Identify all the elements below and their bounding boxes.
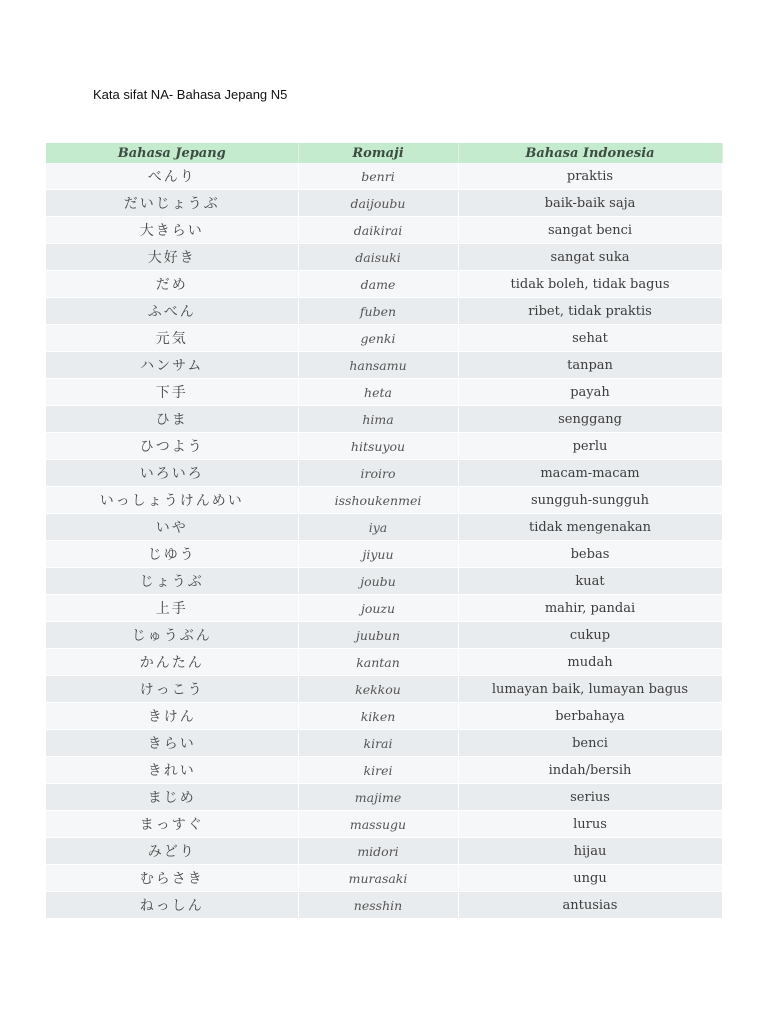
cell-indonesian: indah/bersih [458, 757, 722, 784]
cell-romaji: hima [298, 406, 458, 433]
cell-romaji: joubu [298, 568, 458, 595]
cell-japanese: けっこう [46, 676, 298, 703]
table-row [46, 217, 722, 244]
cell-japanese: 大好き [46, 244, 298, 271]
table-row [46, 487, 722, 514]
cell-romaji: hansamu [298, 352, 458, 379]
cell-romaji: juubun [298, 622, 458, 649]
cell-indonesian: macam-macam [458, 460, 722, 487]
cell-japanese: だめ [46, 271, 298, 298]
cell-indonesian: benci [458, 730, 722, 757]
cell-indonesian: perlu [458, 433, 722, 460]
table-row [46, 622, 722, 649]
table-row [46, 649, 722, 676]
table-row [46, 757, 722, 784]
cell-indonesian: mahir, pandai [458, 595, 722, 622]
cell-romaji: jouzu [298, 595, 458, 622]
cell-japanese: まっすぐ [46, 811, 298, 838]
table-row [46, 865, 722, 892]
cell-romaji: jiyuu [298, 541, 458, 568]
table-row [46, 325, 722, 352]
cell-japanese: いっしょうけんめい [46, 487, 298, 514]
table-header-row [46, 143, 722, 163]
cell-indonesian: ungu [458, 865, 722, 892]
cell-romaji: genki [298, 325, 458, 352]
table-row [46, 676, 722, 703]
cell-romaji: daijoubu [298, 190, 458, 217]
cell-indonesian: bebas [458, 541, 722, 568]
cell-japanese: じょうぶ [46, 568, 298, 595]
table-row [46, 163, 722, 190]
cell-japanese: べんり [46, 163, 298, 190]
cell-romaji: isshoukenmei [298, 487, 458, 514]
cell-indonesian: lumayan baik, lumayan bagus [458, 676, 722, 703]
cell-romaji: murasaki [298, 865, 458, 892]
cell-indonesian: tidak boleh, tidak bagus [458, 271, 722, 298]
cell-romaji: iya [298, 514, 458, 541]
cell-indonesian: baik-baik saja [458, 190, 722, 217]
cell-japanese: ハンサム [46, 352, 298, 379]
cell-indonesian: tanpan [458, 352, 722, 379]
cell-indonesian: praktis [458, 163, 722, 190]
cell-romaji: midori [298, 838, 458, 865]
cell-romaji: massugu [298, 811, 458, 838]
table-row [46, 352, 722, 379]
table-row [46, 595, 722, 622]
cell-indonesian: antusias [458, 892, 722, 919]
cell-romaji: nesshin [298, 892, 458, 919]
table-row [46, 811, 722, 838]
cell-indonesian: sehat [458, 325, 722, 352]
cell-japanese: ひつよう [46, 433, 298, 460]
header-japanese: Bahasa Jepang [46, 143, 298, 163]
table-row [46, 460, 722, 487]
vocabulary-table [46, 143, 723, 919]
cell-japanese: きらい [46, 730, 298, 757]
cell-romaji: iroiro [298, 460, 458, 487]
document-title: Kata sifat NA- Bahasa Jepang N5 [93, 87, 288, 102]
table-row [46, 541, 722, 568]
cell-romaji: hitsuyou [298, 433, 458, 460]
table-row [46, 514, 722, 541]
cell-indonesian: sangat suka [458, 244, 722, 271]
cell-japanese: だいじょうぶ [46, 190, 298, 217]
cell-indonesian: senggang [458, 406, 722, 433]
table-body [46, 163, 722, 919]
table-row [46, 406, 722, 433]
cell-japanese: ひま [46, 406, 298, 433]
cell-japanese: きけん [46, 703, 298, 730]
cell-indonesian: mudah [458, 649, 722, 676]
cell-japanese: ねっしん [46, 892, 298, 919]
table-row [46, 379, 722, 406]
cell-indonesian: lurus [458, 811, 722, 838]
cell-indonesian: cukup [458, 622, 722, 649]
table-row [46, 298, 722, 325]
cell-japanese: かんたん [46, 649, 298, 676]
cell-indonesian: sangat benci [458, 217, 722, 244]
cell-indonesian: kuat [458, 568, 722, 595]
cell-japanese: じゆう [46, 541, 298, 568]
table-row [46, 784, 722, 811]
table-row [46, 190, 722, 217]
cell-indonesian: payah [458, 379, 722, 406]
cell-indonesian: sungguh-sungguh [458, 487, 722, 514]
cell-japanese: いや [46, 514, 298, 541]
table-row [46, 433, 722, 460]
cell-romaji: kirai [298, 730, 458, 757]
table-row [46, 730, 722, 757]
cell-japanese: 下手 [46, 379, 298, 406]
cell-romaji: majime [298, 784, 458, 811]
cell-japanese: 大きらい [46, 217, 298, 244]
cell-romaji: daisuki [298, 244, 458, 271]
table-row [46, 838, 722, 865]
cell-romaji: kirei [298, 757, 458, 784]
cell-japanese: いろいろ [46, 460, 298, 487]
cell-indonesian: ribet, tidak praktis [458, 298, 722, 325]
cell-romaji: heta [298, 379, 458, 406]
cell-romaji: kantan [298, 649, 458, 676]
cell-japanese: きれい [46, 757, 298, 784]
header-indonesian: Bahasa Indonesia [458, 143, 722, 163]
table-row [46, 892, 722, 919]
cell-romaji: dame [298, 271, 458, 298]
cell-japanese: 元気 [46, 325, 298, 352]
table-row [46, 244, 722, 271]
cell-romaji: daikirai [298, 217, 458, 244]
cell-romaji: fuben [298, 298, 458, 325]
table-row [46, 271, 722, 298]
table-row [46, 568, 722, 595]
table-row [46, 703, 722, 730]
cell-indonesian: berbahaya [458, 703, 722, 730]
cell-japanese: むらさき [46, 865, 298, 892]
cell-japanese: じゅうぶん [46, 622, 298, 649]
cell-indonesian: tidak mengenakan [458, 514, 722, 541]
cell-romaji: kekkou [298, 676, 458, 703]
cell-indonesian: hijau [458, 838, 722, 865]
cell-japanese: 上手 [46, 595, 298, 622]
cell-indonesian: serius [458, 784, 722, 811]
cell-japanese: ふべん [46, 298, 298, 325]
cell-japanese: みどり [46, 838, 298, 865]
cell-japanese: まじめ [46, 784, 298, 811]
cell-romaji: benri [298, 163, 458, 190]
header-romaji: Romaji [298, 143, 458, 163]
cell-romaji: kiken [298, 703, 458, 730]
